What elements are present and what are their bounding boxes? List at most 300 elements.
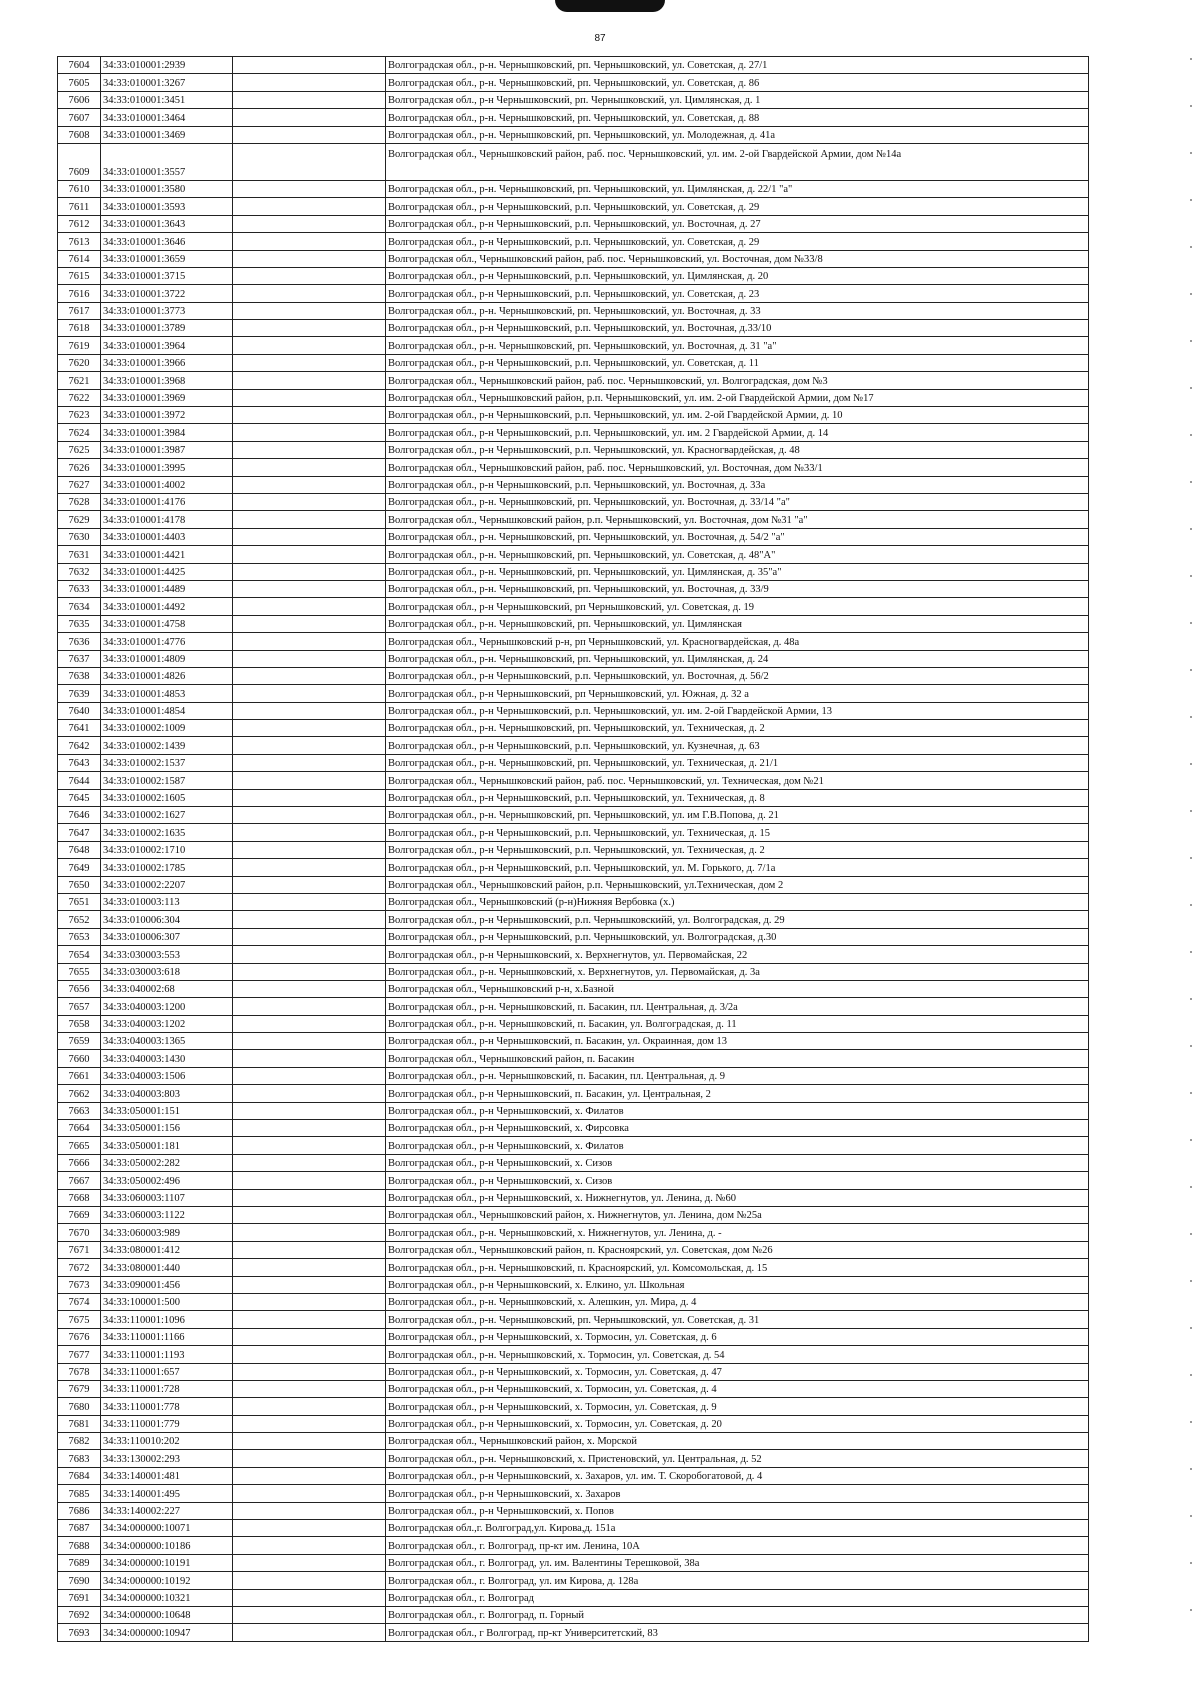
address-cell: Волгоградская обл., р-н Чернышковский, х. Елкино, ул. Школьная: [386, 1276, 1089, 1293]
table-row: [58, 946, 1089, 963]
table-row: [58, 876, 1089, 893]
address-cell: Волгоградская обл., р-н Чернышковский, р.п. Чернышковский, ул. Советская, д. 29: [386, 198, 1089, 215]
row-number-cell: 7631: [58, 546, 101, 563]
table-row: [58, 1398, 1089, 1415]
row-number-cell: 7623: [58, 407, 101, 424]
cadastral-number-cell: 34:33:010001:4809: [101, 650, 233, 667]
row-number-cell: 7691: [58, 1589, 101, 1606]
scan-edge-noise: [1190, 40, 1192, 1640]
empty-cell: [233, 772, 386, 789]
empty-cell: [233, 493, 386, 510]
table-row: [58, 598, 1089, 615]
cadastral-number-cell: 34:33:010001:4492: [101, 598, 233, 615]
table-row: [58, 893, 1089, 910]
table-row: [58, 980, 1089, 997]
cadastral-number-cell: 34:33:010001:3593: [101, 198, 233, 215]
table-row: [58, 1554, 1089, 1571]
table-row: [58, 302, 1089, 319]
table-row: [58, 720, 1089, 737]
row-number-cell: 7681: [58, 1415, 101, 1432]
cadastral-number-cell: 34:33:010002:1587: [101, 772, 233, 789]
empty-cell: [233, 1520, 386, 1537]
row-number-cell: 7641: [58, 720, 101, 737]
table-row: [58, 126, 1089, 143]
empty-cell: [233, 1467, 386, 1484]
table-row: [58, 807, 1089, 824]
row-number-cell: 7660: [58, 1050, 101, 1067]
cadastral-number-cell: 34:33:110001:657: [101, 1363, 233, 1380]
cadastral-number-cell: 34:33:010002:1537: [101, 754, 233, 771]
table-row: [58, 143, 1089, 180]
address-cell: Волгоградская обл., г. Волгоград, ул. им Кирова, д. 128а: [386, 1572, 1089, 1589]
row-number-cell: 7620: [58, 354, 101, 371]
row-number-cell: 7613: [58, 233, 101, 250]
row-number-cell: 7640: [58, 702, 101, 719]
table-row: [58, 963, 1089, 980]
empty-cell: [233, 250, 386, 267]
address-cell: Волгоградская обл., р-н. Чернышковский, рп. Чернышковский, ул. им Г.В.Попова, д. 21: [386, 807, 1089, 824]
row-number-cell: 7676: [58, 1328, 101, 1345]
row-number-cell: 7657: [58, 998, 101, 1015]
row-number-cell: 7647: [58, 824, 101, 841]
table-row: [58, 928, 1089, 945]
address-cell: Волгоградская обл., р-н. Чернышковский, х. Пристеновский, ул. Центральная, д. 52: [386, 1450, 1089, 1467]
address-cell: Волгоградская обл., р-н. Чернышковский, рп. Чернышковский, ул. Восточная, д. 33/14 "а": [386, 493, 1089, 510]
row-number-cell: 7688: [58, 1537, 101, 1554]
empty-cell: [233, 1172, 386, 1189]
address-cell: Волгоградская обл., р-н Чернышковский, х. Захаров, ул. им. Т. Скоробогатовой, д. 4: [386, 1467, 1089, 1484]
cadastral-number-cell: 34:33:010001:3580: [101, 180, 233, 197]
cadastral-number-cell: 34:33:010001:3773: [101, 302, 233, 319]
row-number-cell: 7627: [58, 476, 101, 493]
table-row: [58, 337, 1089, 354]
empty-cell: [233, 1363, 386, 1380]
cadastral-number-cell: 34:34:000000:10191: [101, 1554, 233, 1571]
row-number-cell: 7656: [58, 980, 101, 997]
address-cell: Волгоградская обл., р-н. Чернышковский, рп. Чернышковский, ул. Восточная, д. 33/9: [386, 580, 1089, 597]
address-cell: Волгоградская обл., Чернышковский район, п. Красноярский, ул. Советская, дом №26: [386, 1241, 1089, 1258]
row-number-cell: 7649: [58, 859, 101, 876]
empty-cell: [233, 180, 386, 197]
row-number-cell: 7669: [58, 1207, 101, 1224]
cadastral-number-cell: 34:33:090001:456: [101, 1276, 233, 1293]
empty-cell: [233, 998, 386, 1015]
address-cell: Волгоградская обл., Чернышковский район, раб. пос. Чернышковский, ул. Восточная, дом №33/8: [386, 250, 1089, 267]
empty-cell: [233, 789, 386, 806]
address-cell: Волгоградская обл., р-н Чернышковский, р.п. Чернышковский, ул. Красногвардейская, д. 48: [386, 441, 1089, 458]
table-row: [58, 57, 1089, 74]
empty-cell: [233, 667, 386, 684]
cadastral-number-cell: 34:33:010001:4176: [101, 493, 233, 510]
table-row: [58, 476, 1089, 493]
row-number-cell: 7685: [58, 1485, 101, 1502]
empty-cell: [233, 1415, 386, 1432]
row-number-cell: 7654: [58, 946, 101, 963]
empty-cell: [233, 1259, 386, 1276]
table-row: [58, 1085, 1089, 1102]
address-cell: Волгоградская обл., Чернышковский район, раб. пос. Чернышковский, ул. Техническая, дом №21: [386, 772, 1089, 789]
cadastral-number-cell: 34:33:010006:304: [101, 911, 233, 928]
empty-cell: [233, 928, 386, 945]
address-cell: Волгоградская обл., Чернышковский район, раб. пос. Чернышковский, ул. Волгоградская, дом №3: [386, 372, 1089, 389]
row-number-cell: 7610: [58, 180, 101, 197]
cadastral-number-cell: 34:33:010001:4776: [101, 633, 233, 650]
empty-cell: [233, 980, 386, 997]
table-row: [58, 1276, 1089, 1293]
table-row: [58, 1380, 1089, 1397]
table-row: [58, 1502, 1089, 1519]
empty-cell: [233, 424, 386, 441]
cadastral-number-cell: 34:33:140001:481: [101, 1467, 233, 1484]
table-row: [58, 372, 1089, 389]
address-cell: Волгоградская обл., р-н. Чернышковский, х. Нижнегнутов, ул. Ленина, д. -: [386, 1224, 1089, 1241]
empty-cell: [233, 893, 386, 910]
table-row: [58, 615, 1089, 632]
empty-cell: [233, 1207, 386, 1224]
address-cell: Волгоградская обл., р-н Чернышковский, п. Басакин, ул. Центральная, 2: [386, 1085, 1089, 1102]
address-cell: Волгоградская обл., р-н. Чернышковский, х. Алешкин, ул. Мира, д. 4: [386, 1293, 1089, 1310]
table-row: [58, 650, 1089, 667]
empty-cell: [233, 546, 386, 563]
row-number-cell: 7609: [58, 143, 101, 180]
empty-cell: [233, 1398, 386, 1415]
row-number-cell: 7636: [58, 633, 101, 650]
address-cell: Волгоградская обл., р-н Чернышковский, р.п. Чернышковскийй, ул. Волгоградская, д. 29: [386, 911, 1089, 928]
empty-cell: [233, 1015, 386, 1032]
address-cell: Волгоградская обл., р-н Чернышковский, х. Попов: [386, 1502, 1089, 1519]
empty-cell: [233, 215, 386, 232]
address-cell: Волгоградская обл., р-н Чернышковский, р.п. Чернышковский, ул. Восточная, д. 33а: [386, 476, 1089, 493]
registry-table: [57, 56, 1089, 1642]
cadastral-number-cell: 34:33:040003:1430: [101, 1050, 233, 1067]
empty-cell: [233, 598, 386, 615]
table-row: [58, 1137, 1089, 1154]
registry-table-body: [58, 57, 1089, 1642]
table-row: [58, 1311, 1089, 1328]
empty-cell: [233, 285, 386, 302]
row-number-cell: 7632: [58, 563, 101, 580]
empty-cell: [233, 1606, 386, 1623]
empty-cell: [233, 1241, 386, 1258]
address-cell: Волгоградская обл., р-н. Чернышковский, х. Тормосин, ул. Советская, д. 54: [386, 1346, 1089, 1363]
table-row: [58, 354, 1089, 371]
cadastral-number-cell: 34:33:050001:151: [101, 1102, 233, 1119]
cadastral-number-cell: 34:33:010002:1009: [101, 720, 233, 737]
table-row: [58, 633, 1089, 650]
row-number-cell: 7633: [58, 580, 101, 597]
empty-cell: [233, 650, 386, 667]
row-number-cell: 7687: [58, 1520, 101, 1537]
table-row: [58, 407, 1089, 424]
row-number-cell: 7622: [58, 389, 101, 406]
table-row: [58, 180, 1089, 197]
row-number-cell: 7648: [58, 841, 101, 858]
row-number-cell: 7672: [58, 1259, 101, 1276]
cadastral-number-cell: 34:33:060003:1107: [101, 1189, 233, 1206]
cadastral-number-cell: 34:33:010001:3464: [101, 109, 233, 126]
row-number-cell: 7664: [58, 1120, 101, 1137]
address-cell: Волгоградская обл., р-н Чернышковский, р.п. Чернышковский, ул. им. 2 Гвардейской Армии, д. 14: [386, 424, 1089, 441]
cadastral-number-cell: 34:33:050002:282: [101, 1154, 233, 1171]
cadastral-number-cell: 34:33:110010:202: [101, 1433, 233, 1450]
empty-cell: [233, 372, 386, 389]
empty-cell: [233, 74, 386, 91]
table-row: [58, 737, 1089, 754]
empty-cell: [233, 685, 386, 702]
cadastral-number-cell: 34:33:010001:3646: [101, 233, 233, 250]
cadastral-number-cell: 34:33:010001:4421: [101, 546, 233, 563]
table-row: [58, 1624, 1089, 1641]
empty-cell: [233, 109, 386, 126]
address-cell: Волгоградская обл., р-н. Чернышковский, п. Басакин, пл. Центральная, д. 9: [386, 1067, 1089, 1084]
address-cell: Волгоградская обл., р-н Чернышковский, рп. Чернышковский, ул. Цимлянская, д. 1: [386, 91, 1089, 108]
row-number-cell: 7646: [58, 807, 101, 824]
empty-cell: [233, 1485, 386, 1502]
address-cell: Волгоградская обл., р-н. Чернышковский, рп. Чернышковский, ул. Восточная, д. 31 "а": [386, 337, 1089, 354]
table-row: [58, 285, 1089, 302]
row-number-cell: 7619: [58, 337, 101, 354]
row-number-cell: 7668: [58, 1189, 101, 1206]
address-cell: Волгоградская обл., р-н. Чернышковский, рп. Чернышковский, ул. Техническая, д. 21/1: [386, 754, 1089, 771]
empty-cell: [233, 946, 386, 963]
table-row: [58, 198, 1089, 215]
row-number-cell: 7655: [58, 963, 101, 980]
table-row: [58, 1572, 1089, 1589]
row-number-cell: 7617: [58, 302, 101, 319]
address-cell: Волгоградская обл., Чернышковский район, р.п. Чернышковский, ул. им. 2-ой Гвардейской Армии, дом №17: [386, 389, 1089, 406]
cadastral-number-cell: 34:33:100001:500: [101, 1293, 233, 1310]
row-number-cell: 7667: [58, 1172, 101, 1189]
empty-cell: [233, 1433, 386, 1450]
address-cell: Волгоградская обл., Чернышковский район, раб. пос. Чернышковский, ул. им. 2-ой Гвардейской Армии, дом №14а: [386, 143, 1089, 180]
table-row: [58, 1224, 1089, 1241]
cadastral-number-cell: 34:33:050001:156: [101, 1120, 233, 1137]
address-cell: Волгоградская обл., р-н Чернышковский, р.п. Чернышковский, ул. Техническая, д. 2: [386, 841, 1089, 858]
cadastral-number-cell: 34:33:110001:778: [101, 1398, 233, 1415]
cadastral-number-cell: 34:33:010006:307: [101, 928, 233, 945]
table-row: [58, 389, 1089, 406]
empty-cell: [233, 737, 386, 754]
table-row: [58, 789, 1089, 806]
table-row: [58, 459, 1089, 476]
table-row: [58, 1207, 1089, 1224]
empty-cell: [233, 459, 386, 476]
cadastral-number-cell: 34:33:080001:440: [101, 1259, 233, 1276]
empty-cell: [233, 1085, 386, 1102]
empty-cell: [233, 876, 386, 893]
table-row: [58, 1033, 1089, 1050]
row-number-cell: 7680: [58, 1398, 101, 1415]
address-cell: Волгоградская обл., р-н Чернышковский, х. Сизов: [386, 1154, 1089, 1171]
row-number-cell: 7630: [58, 528, 101, 545]
cadastral-number-cell: 34:33:010001:4758: [101, 615, 233, 632]
address-cell: Волгоградская обл., Чернышковский район, х. Нижнегнутов, ул. Ленина, дом №25а: [386, 1207, 1089, 1224]
row-number-cell: 7621: [58, 372, 101, 389]
cadastral-number-cell: 34:33:040003:1365: [101, 1033, 233, 1050]
empty-cell: [233, 807, 386, 824]
row-number-cell: 7678: [58, 1363, 101, 1380]
address-cell: Волгоградская обл., р-н Чернышковский, х. Филатов: [386, 1102, 1089, 1119]
address-cell: Волгоградская обл., Чернышковский район, п. Басакин: [386, 1050, 1089, 1067]
cadastral-number-cell: 34:33:010001:3789: [101, 320, 233, 337]
row-number-cell: 7624: [58, 424, 101, 441]
table-row: [58, 493, 1089, 510]
address-cell: Волгоградская обл., р-н. Чернышковский, х. Верхнегнутов, ул. Первомайская, д. 3а: [386, 963, 1089, 980]
address-cell: Волгоградская обл., р-н. Чернышковский, п. Красноярский, ул. Комсомольская, д. 15: [386, 1259, 1089, 1276]
cadastral-number-cell: 34:33:110001:728: [101, 1380, 233, 1397]
scan-artifact: [555, 0, 665, 12]
empty-cell: [233, 720, 386, 737]
cadastral-number-cell: 34:33:010001:4178: [101, 511, 233, 528]
address-cell: Волгоградская обл., р-н. Чернышковский, рп. Чернышковский, ул. Молодежная, д. 41а: [386, 126, 1089, 143]
row-number-cell: 7638: [58, 667, 101, 684]
empty-cell: [233, 702, 386, 719]
address-cell: Волгоградская обл., р-н. Чернышковский, рп. Чернышковский, ул. Советская, д. 88: [386, 109, 1089, 126]
row-number-cell: 7606: [58, 91, 101, 108]
cadastral-number-cell: 34:33:060003:989: [101, 1224, 233, 1241]
address-cell: Волгоградская обл., г. Волгоград: [386, 1589, 1089, 1606]
table-row: [58, 1293, 1089, 1310]
row-number-cell: 7628: [58, 493, 101, 510]
empty-cell: [233, 1572, 386, 1589]
table-row: [58, 320, 1089, 337]
address-cell: Волгоградская обл., Чернышковский (р-н)Нижняя Вербовка (х.): [386, 893, 1089, 910]
cadastral-number-cell: 34:33:010002:1605: [101, 789, 233, 806]
address-cell: Волгоградская обл., г. Волгоград, п. Горный: [386, 1606, 1089, 1623]
address-cell: Волгоградская обл., р-н Чернышковский, х. Нижнегнутов, ул. Ленина, д. №60: [386, 1189, 1089, 1206]
address-cell: Волгоградская обл., р-н. Чернышковский, рп. Чернышковский, ул. Восточная, д. 54/2 "а": [386, 528, 1089, 545]
table-row: [58, 1415, 1089, 1432]
row-number-cell: 7615: [58, 267, 101, 284]
row-number-cell: 7612: [58, 215, 101, 232]
table-row: [58, 754, 1089, 771]
address-cell: Волгоградская обл., р-н Чернышковский, р.п. Чернышковский, ул. Советская, д. 23: [386, 285, 1089, 302]
address-cell: Волгоградская обл., г. Волгоград, пр-кт им. Ленина, 10А: [386, 1537, 1089, 1554]
empty-cell: [233, 198, 386, 215]
cadastral-number-cell: 34:33:010001:3984: [101, 424, 233, 441]
cadastral-number-cell: 34:33:010002:2207: [101, 876, 233, 893]
empty-cell: [233, 267, 386, 284]
cadastral-number-cell: 34:33:040003:1200: [101, 998, 233, 1015]
table-row: [58, 250, 1089, 267]
empty-cell: [233, 528, 386, 545]
cadastral-number-cell: 34:33:010001:3715: [101, 267, 233, 284]
cadastral-number-cell: 34:33:010001:4403: [101, 528, 233, 545]
empty-cell: [233, 511, 386, 528]
table-row: [58, 1450, 1089, 1467]
address-cell: Волгоградская обл., р-н Чернышковский, р.п. Чернышковский, ул. Восточная, д. 27: [386, 215, 1089, 232]
empty-cell: [233, 580, 386, 597]
row-number-cell: 7658: [58, 1015, 101, 1032]
empty-cell: [233, 302, 386, 319]
cadastral-number-cell: 34:33:010002:1635: [101, 824, 233, 841]
cadastral-number-cell: 34:34:000000:10186: [101, 1537, 233, 1554]
cadastral-number-cell: 34:33:040003:1202: [101, 1015, 233, 1032]
address-cell: Волгоградская обл., р-н. Чернышковский, п. Басакин, пл. Центральная, д. 3/2а: [386, 998, 1089, 1015]
table-row: [58, 772, 1089, 789]
empty-cell: [233, 824, 386, 841]
address-cell: Волгоградская обл., р-н Чернышковский, х. Филатов: [386, 1137, 1089, 1154]
table-row: [58, 859, 1089, 876]
table-row: [58, 1189, 1089, 1206]
empty-cell: [233, 354, 386, 371]
empty-cell: [233, 337, 386, 354]
address-cell: Волгоградская обл., Чернышковский р-н, рп Чернышковский, ул. Красногвардейская, д. 48а: [386, 633, 1089, 650]
table-row: [58, 1120, 1089, 1137]
empty-cell: [233, 859, 386, 876]
row-number-cell: 7644: [58, 772, 101, 789]
table-row: [58, 1067, 1089, 1084]
row-number-cell: 7614: [58, 250, 101, 267]
empty-cell: [233, 1224, 386, 1241]
table-row: [58, 1520, 1089, 1537]
empty-cell: [233, 407, 386, 424]
table-row: [58, 1606, 1089, 1623]
row-number-cell: 7651: [58, 893, 101, 910]
empty-cell: [233, 441, 386, 458]
table-row: [58, 1015, 1089, 1032]
cadastral-number-cell: 34:33:010001:4854: [101, 702, 233, 719]
row-number-cell: 7618: [58, 320, 101, 337]
empty-cell: [233, 126, 386, 143]
cadastral-number-cell: 34:34:000000:10071: [101, 1520, 233, 1537]
empty-cell: [233, 320, 386, 337]
table-row: [58, 1537, 1089, 1554]
cadastral-number-cell: 34:33:010001:3469: [101, 126, 233, 143]
address-cell: Волгоградская обл., Чернышковский район, р.п. Чернышковский, ул. Восточная, дом №31 "а": [386, 511, 1089, 528]
table-row: [58, 109, 1089, 126]
empty-cell: [233, 754, 386, 771]
table-row: [58, 441, 1089, 458]
address-cell: Волгоградская обл., Чернышковский район, р.п. Чернышковский, ул.Техническая, дом 2: [386, 876, 1089, 893]
empty-cell: [233, 1120, 386, 1137]
row-number-cell: 7634: [58, 598, 101, 615]
address-cell: Волгоградская обл., р-н Чернышковский, р.п. Чернышковский, ул. Техническая, д. 15: [386, 824, 1089, 841]
cadastral-number-cell: 34:33:030003:553: [101, 946, 233, 963]
empty-cell: [233, 1137, 386, 1154]
cadastral-number-cell: 34:33:110001:1166: [101, 1328, 233, 1345]
address-cell: Волгоградская обл., р-н Чернышковский, х. Тормосин, ул. Советская, д. 4: [386, 1380, 1089, 1397]
address-cell: Волгоградская обл., Чернышковский район, раб. пос. Чернышковский, ул. Восточная, дом №33/1: [386, 459, 1089, 476]
row-number-cell: 7677: [58, 1346, 101, 1363]
table-row: [58, 1485, 1089, 1502]
address-cell: Волгоградская обл., р-н Чернышковский, р.п. Чернышковский, ул. Волгоградская, д.30: [386, 928, 1089, 945]
row-number-cell: 7616: [58, 285, 101, 302]
address-cell: Волгоградская обл., г. Волгоград, ул. им. Валентины Терешковой, 38а: [386, 1554, 1089, 1571]
table-row: [58, 702, 1089, 719]
empty-cell: [233, 389, 386, 406]
cadastral-number-cell: 34:33:010001:3643: [101, 215, 233, 232]
cadastral-number-cell: 34:33:010001:2939: [101, 57, 233, 74]
cadastral-number-cell: 34:33:010001:4853: [101, 685, 233, 702]
row-number-cell: 7692: [58, 1606, 101, 1623]
row-number-cell: 7689: [58, 1554, 101, 1571]
empty-cell: [233, 615, 386, 632]
empty-cell: [233, 1276, 386, 1293]
address-cell: Волгоградская обл., р-н. Чернышковский, рп. Чернышковский, ул. Советская, д. 31: [386, 1311, 1089, 1328]
table-row: [58, 233, 1089, 250]
cadastral-number-cell: 34:33:010002:1710: [101, 841, 233, 858]
address-cell: Волгоградская обл., р-н Чернышковский, х. Тормосин, ул. Советская, д. 20: [386, 1415, 1089, 1432]
address-cell: Волгоградская обл., р-н. Чернышковский, рп. Чернышковский, ул. Цимлянская, д. 35"а": [386, 563, 1089, 580]
cadastral-number-cell: 34:33:040002:68: [101, 980, 233, 997]
empty-cell: [233, 1328, 386, 1345]
cadastral-number-cell: 34:33:080001:412: [101, 1241, 233, 1258]
row-number-cell: 7666: [58, 1154, 101, 1171]
address-cell: Волгоградская обл., р-н Чернышковский, х. Верхнегнутов, ул. Первомайская, 22: [386, 946, 1089, 963]
row-number-cell: 7662: [58, 1085, 101, 1102]
cadastral-number-cell: 34:33:050002:496: [101, 1172, 233, 1189]
